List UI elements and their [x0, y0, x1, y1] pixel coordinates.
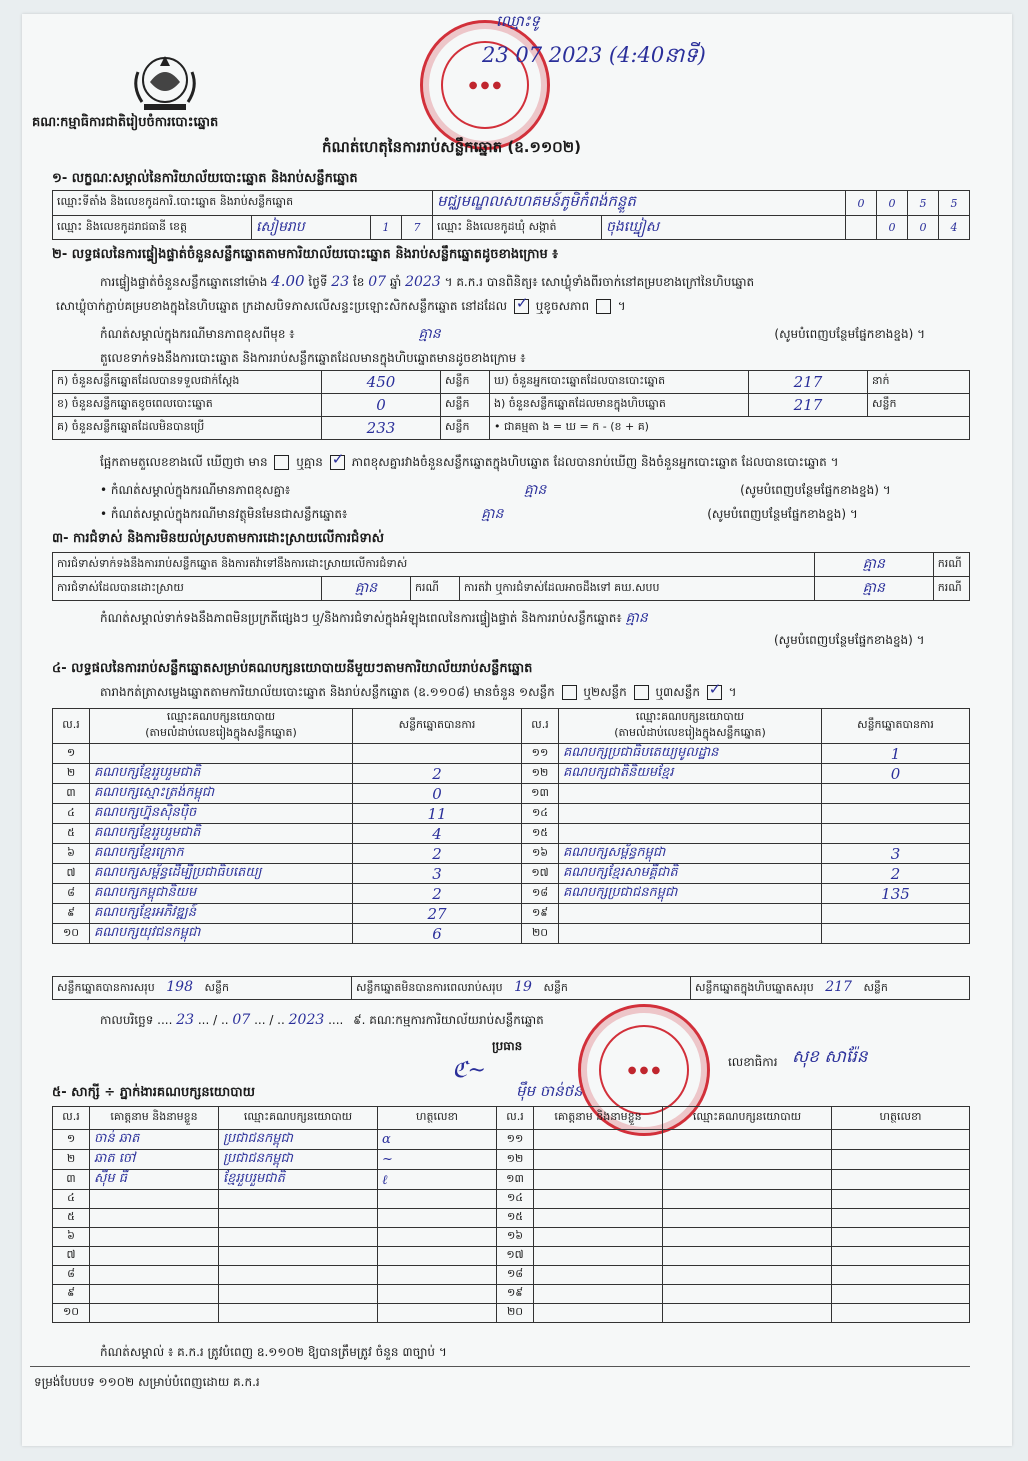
commune-label: ឈ្មោះ និងលេខកូដឃុំ សង្កាត់: [433, 216, 602, 240]
party-name: គណបក្សជាតិនិយមខ្មែរ: [559, 764, 822, 784]
row-number: ១៥: [497, 1209, 534, 1228]
witness-party: [219, 1209, 378, 1228]
section-3-heading: ៣- ការជំទាស់ និងការមិនយល់ស្របតាមការដោះស្រាយលើការជំទាស់: [52, 531, 384, 546]
vote-count: 3: [353, 864, 522, 884]
row-number: ១៦: [522, 844, 559, 864]
total-valid: 198: [166, 979, 193, 995]
party-name: [559, 904, 822, 924]
foreign-object-note: • កំណត់សម្គាល់ក្នុងករណីមានវត្ថុមិនមែនជាសន្លឹកឆ្នោត៖ គ្មាន (សូមបំពេញបន្ថែមផ្នែកខាងខ្នង) ។: [100, 506, 858, 522]
table-row: [53, 1209, 970, 1228]
commune-digit: 4: [939, 216, 970, 240]
row-number: ៩: [53, 1285, 90, 1304]
table-row: [53, 1170, 970, 1190]
witness-signature: [832, 1209, 970, 1228]
row-number: ៥: [53, 824, 90, 844]
witness-signature: [832, 1228, 970, 1247]
stamp-date: 23 07 2023 (4:40នាទី): [482, 43, 706, 67]
objection-value: គ្មាន: [814, 553, 933, 577]
verify-time: 4.00: [271, 272, 305, 290]
station-digit: 5: [908, 191, 939, 216]
row-number: ១៣: [522, 784, 559, 804]
witness-party: [219, 1304, 378, 1323]
row-number: ១: [53, 744, 90, 764]
table-row: [53, 804, 970, 824]
no-difference-checkbox[interactable]: [330, 455, 345, 470]
witness-name: ឆាត ចៅ: [90, 1150, 219, 1170]
row-number: ៧: [53, 864, 90, 884]
row-number: ១៥: [522, 824, 559, 844]
row-number: ៦: [53, 1228, 90, 1247]
party-name: គណបក្សខ្មែរអភិវឌ្ឍន៍: [90, 904, 353, 924]
witness-name: [534, 1285, 663, 1304]
voters-value: 217: [749, 371, 868, 394]
witness-party: [219, 1190, 378, 1209]
province-label: ឈ្មោះ និងលេខកូដរាជធានី ខេត្ត: [53, 216, 252, 240]
row-number: ២០: [497, 1304, 534, 1323]
row-number: ១: [53, 1130, 90, 1150]
witness-name: [90, 1304, 219, 1323]
verify-month: 07: [368, 274, 387, 290]
row-number: ៨: [53, 884, 90, 904]
row-number: ៥: [53, 1209, 90, 1228]
unused-label: គ) ចំនួនសន្លឹកឆ្នោតដែលមិនបានប្រើ: [53, 417, 322, 440]
witness-name: [90, 1190, 219, 1209]
commune-digit: 0: [877, 216, 908, 240]
row-number: ១៦: [497, 1228, 534, 1247]
has-difference-checkbox[interactable]: [274, 455, 289, 470]
party-name: គណបក្សខ្មែររួបរួមជាតិ: [90, 824, 353, 844]
stamp-note: ឈ្មោះទូ: [496, 12, 540, 30]
table-row: [53, 1150, 970, 1170]
witness-party: [219, 1285, 378, 1304]
ballot-figures-table: ក) ចំនួនសន្លឹកឆ្នោតដែលបានទទួលជាក់ស្តែង 450 សន្លឹក ឃ) ចំនួនអ្នកបោះឆ្នោតដែលបានបោះឆ្នោត 217 នាក់ ខ) ចំនួនសន្លឹកឆ្នោតខូចពេលបោះឆ្នោត 0 សន្លឹក ង) ចំនួនសន្លឹកឆ្នោតដែលមានក្នុងហិបឆ្នោត 217 សន្លឹក គ) ចំនួនសន្លឹកឆ្នោតដែលមិនបានប្រើ 233 សន្លឹក • ជាគម្មតា ង = ឃ = ក - (ខ + គ): [52, 370, 970, 440]
compare-line: ផ្អែកតាមតួលេខខាងលើ ឃើញថា មាន ឬគ្មាន ✓ ភាពខុសគ្នារវាងចំនួនសន្លឹកឆ្នោតក្នុងហិបឆ្នោត ដែលបានរាប់ឃើញ និងចំនួនអ្នកបោះឆ្នោត ដែលបានបោះឆ្នោត ។: [100, 454, 839, 472]
vote-count: [822, 924, 970, 944]
commune-digit: 0: [908, 216, 939, 240]
vote-count: 2: [353, 764, 522, 784]
vote-count: 0: [353, 784, 522, 804]
table-row: [53, 844, 970, 864]
row-number: ៩: [53, 904, 90, 924]
row-number: ៧: [53, 1247, 90, 1266]
table-row: [53, 784, 970, 804]
row-number: ១៤: [522, 804, 559, 824]
table-row: [53, 764, 970, 784]
party-name: គណបក្សកម្ពុជានិយម: [90, 884, 353, 904]
witness-party: ខ្មែររួបរួមជាតិ: [219, 1170, 378, 1190]
party-results-table: ល.រ ឈ្មោះគណបក្សនយោបាយ (តាមលំដាប់លេខរៀងក្នុងសន្លឹកឆ្នោត) សន្លឹកឆ្នោតបានការ ល.រ ឈ្មោះគណបក្សនយោបាយ (តាមលំដាប់លេខរៀងក្នុងសន្លឹកឆ្នោត) សន្លឹកឆ្នោតបានការ ១ ១១ គណបក្សប្រជាធិបតេយ្យមូលដ្ឋាន 1 ២ គណបក្សខ្មែររួបរួមជាតិ 2 ១២ គណបក្សជាតិនិយមខ្មែរ 0 ៣ គណបក្សស្មោះត្រង់កម្ពុជា 0 ១៣ ៤ គណបក្សហ្វ៊ុនស៊ិនប៉ិច 11 ១៤ ៥ គណបក្សខ្មែររួបរួមជាតិ 4 ១៥ ៦ គណបក្សខ្មែរក្រោក 2 ១៦ គណបក្សសម្ព័ន្ធកម្ពុជា 3 ៧ គណបក្សសម្ព័ន្ធដើម្បីប្រជាធិបតេយ្យ 3 ១៧ គណបក្សខ្មែរសាមគ្គីជាតិ 2 ៨ គណបក្សកម្ពុជានិយម 2 ១៨ គណបក្សប្រជាជនកម្ពុជា 135 ៩ គណបក្សខ្មែរអភិវឌ្ឍន៍ 27 ១៩ ១០ គណបក្សយុវជនកម្ពុជា 6 ២០: [52, 708, 970, 944]
resolved-value: គ្មាន: [322, 577, 411, 601]
witness-name: [534, 1247, 663, 1266]
witness-name: [534, 1150, 663, 1170]
difference-note: • កំណត់សម្គាល់ក្នុងករណីមានភាពខុសគ្នា៖ គ្មាន (សូមបំពេញបន្ថែមផ្នែកខាងខ្នង) ។: [100, 482, 891, 498]
row-number: ២០: [522, 924, 559, 944]
form-footer: ទម្រង់បែបបទ ១១០២ សម្រាប់បំពេញដោយ គ.ក.រ: [34, 1375, 260, 1389]
three-sheets-checkbox[interactable]: [707, 685, 722, 700]
party-name: [559, 804, 822, 824]
witness-party: [663, 1247, 832, 1266]
vote-count: 1: [822, 744, 970, 764]
witness-signature: ~: [378, 1150, 497, 1170]
row-number: ១១: [497, 1130, 534, 1150]
results-totals: សន្លឹកឆ្នោតបានការសរុប 198 សន្លឹក សន្លឹកឆ្នោតមិនបានការពេលរាប់សរុប 19 សន្លឹក សន្លឹកឆ្នោតក្នុងហិបឆ្នោតសរុប 217 សន្លឹក: [52, 976, 970, 1000]
witness-party: [663, 1170, 832, 1190]
row-number: ១៧: [497, 1247, 534, 1266]
spoiled-label: ខ) ចំនួនសន្លឹកឆ្នោតខូចពេលបោះឆ្នោត: [53, 394, 322, 417]
damaged-checkbox[interactable]: [596, 299, 611, 314]
vote-count: [353, 744, 522, 764]
province-value: សៀមរាប: [252, 216, 371, 240]
row-number: ១០: [53, 924, 90, 944]
row-number: ២: [53, 1150, 90, 1170]
total-in-box: 217: [825, 979, 852, 995]
witness-party: [219, 1228, 378, 1247]
row-number: ៣: [53, 784, 90, 804]
vote-count: 2: [353, 884, 522, 904]
party-name: គណបក្សស្មោះត្រង់កម្ពុជា: [90, 784, 353, 804]
row-number: ១៩: [497, 1285, 534, 1304]
irregularity-note: កំណត់សម្គាល់ទាក់ទងនឹងភាពមិនប្រក្រតីផ្សេងៗ ឬ/និងការជំទាស់ក្នុងអំឡុងពេលនៃការផ្ទៀងផ្ទាត់ និងការរាប់សន្លឹកឆ្នោត៖ គ្មាន: [100, 610, 648, 626]
witness-signature: [378, 1228, 497, 1247]
party-name: គណបក្សប្រជាជនកម្ពុជា: [559, 884, 822, 904]
section-1-heading: ១- លក្ខណៈសម្គាល់នៃការិយាល័យបោះឆ្នោត និងរាប់សន្លឹកឆ្នោត: [52, 171, 358, 186]
witness-name: [534, 1170, 663, 1190]
witness-signature: [832, 1247, 970, 1266]
witness-name: [534, 1304, 663, 1323]
party-name: គណបក្សសម្ព័ន្ធដើម្បីប្រជាធិបតេយ្យ: [90, 864, 353, 884]
two-sheets-checkbox[interactable]: [634, 685, 649, 700]
table-row: [53, 1190, 970, 1209]
note-line: កំណត់សម្គាល់ក្នុងករណីមានភាពខុសពីមុខ ៖ គ្មាន (សូមបំពេញបន្ថែមផ្នែកខាងខ្នង) ។: [100, 326, 926, 342]
witness-signature: [832, 1130, 970, 1150]
vote-count: 4: [353, 824, 522, 844]
party-name: គណបក្សប្រជាធិបតេយ្យមូលដ្ឋាន: [559, 744, 822, 764]
row-number: ១០: [53, 1304, 90, 1323]
appeal-label: ការតវ៉ា ឬការជំទាស់ដែលអាចដឹងទៅ គឃ.សបប: [460, 577, 815, 601]
unused-value: 233: [322, 417, 441, 440]
agency-name: គណៈកម្មាធិការជាតិរៀបចំការបោះឆ្នោត: [32, 115, 219, 130]
appeal-value: គ្មាន: [814, 577, 933, 601]
witness-signature: ℓ: [378, 1170, 497, 1190]
official-seal-top: ● ● ●: [420, 20, 550, 150]
party-name: គណបក្សខ្មែរក្រោក: [90, 844, 353, 864]
witness-name: [90, 1285, 219, 1304]
party-name: គណបក្សយុវជនកម្ពុជា: [90, 924, 353, 944]
table-row: [53, 924, 970, 944]
party-name: [90, 744, 353, 764]
form-page: [22, 14, 1012, 1446]
witness-party: [663, 1266, 832, 1285]
table-row: [53, 1247, 970, 1266]
row-number: ៦: [53, 844, 90, 864]
table-row: [53, 744, 970, 764]
station-digit: 0: [877, 191, 908, 216]
witness-signature: [378, 1304, 497, 1323]
row-number: ១៣: [497, 1170, 534, 1190]
vote-count: 0: [822, 764, 970, 784]
note-value: គ្មាន: [418, 326, 441, 342]
section-2-heading: ២- លទ្ធផលនៃការផ្ទៀងផ្ទាត់ចំនួនសន្លឹកឆ្នោតតាមការិយាល័យបោះឆ្នោត និងរាប់សន្លឹកឆ្នោតដូចខាងក្រោម ៖: [52, 247, 558, 262]
witness-name: [534, 1266, 663, 1285]
row-number: ១៧: [522, 864, 559, 884]
irregularity-hint: (សូមបំពេញបន្ថែមផ្នែកខាងខ្នង) ។: [774, 633, 925, 647]
row-number: ១២: [522, 764, 559, 784]
witness-signature: [832, 1266, 970, 1285]
row-number: ៤: [53, 1190, 90, 1209]
witness-name: [534, 1228, 663, 1247]
table-row: [53, 1285, 970, 1304]
province-digit: 1: [371, 216, 402, 240]
verify-day: 23: [331, 274, 350, 290]
station-label: ឈ្មោះទីតាំង និងលេខកូដការិ.បោះឆ្នោត និងរាប់សន្លឹកឆ្នោត: [53, 191, 433, 216]
verify-year: 2023: [405, 274, 441, 290]
witness-signature: [378, 1285, 497, 1304]
witness-party: [663, 1228, 832, 1247]
party-name: គណបក្សខ្មែររួបរួមជាតិ: [90, 764, 353, 784]
witness-name: ស៊ឹម ធី: [90, 1170, 219, 1190]
party-name: [559, 784, 822, 804]
table-row: [53, 884, 970, 904]
witness-name: [90, 1228, 219, 1247]
president-name: ម៉ឹម ចាន់ថន: [516, 1082, 583, 1100]
vote-count: 3: [822, 844, 970, 864]
official-seal-bottom: ● ● ●: [578, 1004, 710, 1136]
spoiled-value: 0: [322, 394, 441, 417]
received-label: ក) ចំនួនសន្លឹកឆ្នោតដែលបានទទួលជាក់ស្តែង: [53, 371, 322, 394]
station-digit: 5: [939, 191, 970, 216]
witness-party: [663, 1209, 832, 1228]
vote-count: 6: [353, 924, 522, 944]
row-number: ៤: [53, 804, 90, 824]
witness-party: [663, 1304, 832, 1323]
witness-party: ប្រជាជនកម្ពុជា: [219, 1130, 378, 1150]
witness-signature: ɑ: [378, 1130, 497, 1150]
table-row: [53, 1266, 970, 1285]
witness-signature: [378, 1266, 497, 1285]
witness-table: ល.រ គោត្តនាម និងនាមខ្លួន ឈ្មោះគណបក្សនយោបាយ ហត្ថលេខា ល.រ គោត្តនាម និងនាមខ្លួន ឈ្មោះគណបក្សនយោបាយ ហត្ថលេខា ១ ចាន់ ឆាត ប្រជាជនកម្ពុជា ɑ ១១ ២ ឆាត ចៅ ប្រជាជនកម្ពុជា ~ ១២ ៣ ស៊ឹម ធី ខ្មែររួបរួមជាតិ ℓ ១៣ ៤ ១៤ ៥ ១៥ ៦ ១៦ ៧ ១៧ ៨ ១៨ ៩ ១៩ ១០ ២០: [52, 1106, 970, 1323]
row-number: ១៨: [497, 1266, 534, 1285]
row-number: ១៩: [522, 904, 559, 924]
station-digit: 0: [846, 191, 877, 216]
secretary-label: លេខាធិការ: [728, 1055, 778, 1069]
vote-count: [822, 824, 970, 844]
witness-signature: [832, 1304, 970, 1323]
objection-label: ការជំទាស់ទាក់ទងនឹងការរាប់សន្លឹកឆ្នោត និងការតវ៉ាទៅនឹងការដោះស្រាយលើការជំទាស់: [53, 553, 815, 577]
witness-party: [663, 1150, 832, 1170]
witness-name: [90, 1247, 219, 1266]
president-label: ប្រធាន: [492, 1039, 523, 1053]
witness-name: [534, 1190, 663, 1209]
one-sheet-checkbox[interactable]: [562, 685, 577, 700]
party-name: គណបក្សសម្ព័ន្ធកម្ពុជា: [559, 844, 822, 864]
resolved-label: ការជំទាស់ដែលបានដោះស្រាយ: [53, 577, 322, 601]
table-row: [53, 864, 970, 884]
table-row: [53, 824, 970, 844]
table-row: [53, 1130, 970, 1150]
witness-party: ប្រជាជនកម្ពុជា: [219, 1150, 378, 1170]
witness-party: [219, 1266, 378, 1285]
table-row: [53, 1228, 970, 1247]
province-digit: 7: [402, 216, 433, 240]
verification-line-1: ការផ្ទៀងផ្ទាត់ចំនួនសន្លឹកឆ្នោតនៅម៉ោង 4.00 ថ្ងៃទី 23 ខែ 07 ឆ្នាំ 2023 ។ គ.ក.រ បានពិនិត្យ៖ សោឃ្លុំទាំងពីរចាក់នៅគម្របខាងក្រៅនៃហិបឆ្នោត: [100, 272, 755, 290]
footnote: កំណត់សម្គាល់ ៖ គ.ក.រ ត្រូវបំពេញ ឧ.១១០២ ឱ្យបានត្រឹមត្រូវ ចំនួន ៣ច្បាប់ ។: [100, 1345, 447, 1359]
vote-count: 135: [822, 884, 970, 904]
table-row: [53, 904, 970, 924]
vote-count: 27: [353, 904, 522, 924]
witness-signature: [832, 1170, 970, 1190]
president-signature: ℭ~: [452, 1058, 486, 1083]
formula: • ជាគម្មតា ង = ឃ = ក - (ខ + គ): [490, 417, 970, 440]
witness-signature: [378, 1190, 497, 1209]
station-value: មជ្ឈមណ្ឌលសហគមន៍ភូមិកំពង់កន្ទួត: [433, 191, 846, 216]
witness-signature: [378, 1209, 497, 1228]
in-box-value: 217: [749, 394, 868, 417]
row-number: ១១: [522, 744, 559, 764]
voters-label: ឃ) ចំនួនអ្នកបោះឆ្នោតដែលបានបោះឆ្នោត: [490, 371, 749, 394]
witness-party: [663, 1190, 832, 1209]
figures-intro: តួលេខទាក់ទងនឹងការបោះឆ្នោត និងការរាប់សន្លឹកឆ្នោតដែលមានក្នុងហិបឆ្នោតមានដូចខាងក្រោម ៖: [100, 351, 526, 365]
row-number: ១៤: [497, 1190, 534, 1209]
witness-signature: [832, 1190, 970, 1209]
received-value: 450: [322, 371, 441, 394]
commune-value: ចុងឃ្នៀស: [602, 216, 846, 240]
results-date: កាលបរិច្ឆេទ .... 23 ... / .. 07 ... / .. 2023 .... ៩. គណៈកម្មការការិយាល័យរាប់សន្លឹកឆ្នោត: [100, 1012, 544, 1028]
secretary-name: សុខ សារ៉ែន: [792, 1047, 868, 1067]
vote-count: 11: [353, 804, 522, 824]
witness-signature: [832, 1285, 970, 1304]
row-number: ២: [53, 764, 90, 784]
national-emblem-icon: [130, 42, 200, 120]
witness-party: [663, 1130, 832, 1150]
witness-name: ចាន់ ឆាត: [90, 1130, 219, 1150]
witness-party: [219, 1247, 378, 1266]
row-number: ៣: [53, 1170, 90, 1190]
in-box-label: ង) ចំនួនសន្លឹកឆ្នោតដែលមានក្នុងហិបឆ្នោត: [490, 394, 749, 417]
table-row: [53, 1304, 970, 1323]
row-number: ១៨: [522, 884, 559, 904]
party-name: [559, 824, 822, 844]
station-id-table: [52, 190, 970, 240]
total-invalid: 19: [514, 979, 532, 995]
witness-name: [534, 1209, 663, 1228]
witness-signature: [378, 1247, 497, 1266]
party-name: គណបក្សហ្វ៊ុនស៊ិនប៉ិច: [90, 804, 353, 824]
row-number: ៨: [53, 1266, 90, 1285]
tally-sheet-line: តារាងកត់ត្រាសម្លេងឆ្នោតតាមការិយាល័យបោះឆ្នោត និងរាប់សន្លឹកឆ្នោត (ឧ.១១០៨) មានចំនួន ១សន្លឹក ឬ២សន្លឹក ឬ៣សន្លឹក ✓ ។: [100, 684, 737, 702]
vote-count: [822, 804, 970, 824]
footer-rule: [30, 1366, 970, 1367]
vote-count: 2: [353, 844, 522, 864]
witness-name: [90, 1209, 219, 1228]
verification-line-2: សោឃ្លុំចាក់ភ្ជាប់គម្របខាងក្នុងនៃហិបឆ្នោត ក្រដាសបិទភាសលើសន្ទះប្រឡោះសិកសន្លឹកឆ្នោត នៅដដែល ✓ ឬខូចសភាព ។: [56, 298, 626, 316]
vote-count: [822, 904, 970, 924]
objections-table: ការជំទាស់ទាក់ទងនឹងការរាប់សន្លឹកឆ្នោត និងការតវ៉ាទៅនឹងការដោះស្រាយលើការជំទាស់ គ្មាន ករណី ការជំទាស់ដែលបានដោះស្រាយ គ្មាន ករណី ការតវ៉ា ឬការជំទាស់ដែលអាចដឹងទៅ គឃ.សបប គ្មាន ករណី: [52, 552, 970, 601]
witness-signature: [832, 1150, 970, 1170]
document-title: កំណត់ហេតុនៃការរាប់សន្លឹកឆ្នោត (ឧ.១១០២): [322, 138, 582, 156]
party-name: គណបក្សខ្មែរសាមគ្គីជាតិ: [559, 864, 822, 884]
row-number: ១២: [497, 1150, 534, 1170]
witness-name: [534, 1130, 663, 1150]
party-name: [559, 924, 822, 944]
vote-count: 2: [822, 864, 970, 884]
witness-name: [90, 1266, 219, 1285]
intact-checkbox[interactable]: [514, 299, 529, 314]
section-4-heading: ៤- លទ្ធផលនៃការរាប់សន្លឹកឆ្នោតសម្រាប់គណបក្សនយោបាយនីមួយៗតាមការិយាល័យរាប់សន្លឹកឆ្នោត: [52, 661, 533, 676]
section-5-heading: ៥- សាក្សី ÷ ភ្នាក់ងារគណបក្សនយោបាយ: [52, 1085, 255, 1100]
witness-party: [663, 1285, 832, 1304]
vote-count: [822, 784, 970, 804]
